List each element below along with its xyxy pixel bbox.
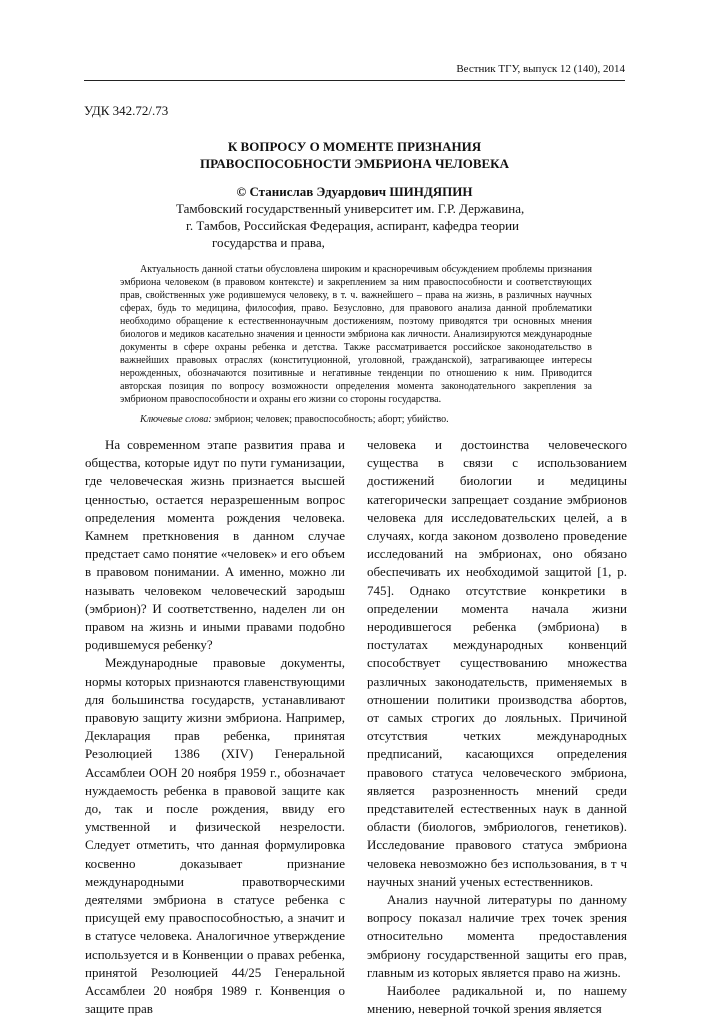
body-paragraph: человека и достоинства человеческого существа в связи с использованием достижений биологии и медицины категорически запрещает создание эмбрионов человека для исследовательских целей, а в случаях, когда законом дозволено проведение исследований на эмбрионах, оно обязано обеспечивать их необходимой защитой [1, р. 745]. Однако отсутствие конкретики в определении момента начала жизни неродившегося ребенка (эмбриона) в постулатах международных конвенций способствует существованию множества различных законодательств, применяемых в отношении политики производства абортов, от самых строгих до лояльных. Причиной отсутствия четких международных предписаний, касающихся определения правового статуса человеческого эмбриона, является разрозненность мнений среди представителей естественных наук в данной области (биологов, эмбриологов, генетиков). Исследование правового статуса эмбриона человека невозможно без использования, в т ч научных знаний ученых естественников.: [367, 437, 627, 889]
keywords: [120, 413, 592, 426]
header-rule: [84, 80, 625, 81]
affiliation-line-3: государства и права,: [212, 235, 325, 250]
affiliation-line-1: Тамбовский государственный университет им. Г.Р. Державина,: [176, 201, 525, 216]
body-column-right: [367, 436, 627, 1019]
author-affiliation: [176, 200, 536, 251]
author-block: [84, 183, 625, 251]
body-column-left: [85, 436, 345, 1019]
article-title: [84, 138, 625, 172]
keywords-label: Ключевые слова:: [140, 414, 212, 425]
title-line-2: ПРАВОСПОСОБНОСТИ ЭМБРИОНА ЧЕЛОВЕКА: [200, 156, 509, 171]
running-head: Вестник ТГУ, выпуск 12 (140), 2014: [456, 63, 625, 75]
udk-code: УДК 342.72/.73: [84, 103, 169, 118]
body-paragraph: Анализ научной литературы по данному вопросу показал наличие трех точек зрения относительно момента предоставления эмбриону государственной защиты его прав, главным из которых является право на жизнь.: [367, 892, 627, 980]
author-name: © Станислав Эдуардович ШИНДЯПИН: [236, 184, 473, 199]
body-paragraph: На современном этапе развития права и общества, которые идут по пути гуманизации, где человеческая жизнь признается высшей ценностью, остается неразрешенным вопрос определения момента рождения человека. Камнем преткновения в данном случае предстает само понятие «человек» и его объем в правовом понимании. А именно, можно ли называть человеком человеческий зародыш (эмбрион)? И соответственно, наделен ли он правом на жизнь и иными правами подобно родившемуся ребенку?: [85, 437, 345, 653]
affiliation-line-2: г. Тамбов, Российская Федерация, аспирант, кафедра теории: [186, 218, 520, 233]
keywords-list: эмбрион; человек; правоспособность; аборт; убийство.: [211, 414, 449, 425]
body-paragraph: Международные правовые документы, нормы которых признаются главенствующими для большинства государств, устанавливают правовую защиту жизни эмбриона. Например, Декларация прав ребенка, принятая Резолюцией 1386 (XIV) Генеральной Ассамблеи ООН 20 ноября 1959 г., обозначает нуждаемость ребенка в правовой защите как до, так и после рождения, ввиду его умственной и физической незрелости. Следует отметить, что данная формулировка косвенно доказывает признание международными правотворческими деятелями эмбриона в статусе ребенка с присущей ему правоспособностью, а значит и в статусе человека. Аналогичное утверждение используется и в Конвенции о правах ребенка, принятой Резолюцией 44/25 Генеральной Ассамблеи 20 ноября 1989 г. Конвенция о защите прав: [85, 655, 345, 1017]
abstract: Актуальность данной статьи обусловлена широким и красноречивым обсуждением проблемы признания эмбриона человеком (в правовом контексте) и закреплением за ним правоспособности и соответствующих прав, свойственных уже родившемуся человеку, в т. ч. важнейшего – права на жизнь, в различных научных сферах, будь то медицина, философия, право. Безусловно, для правового анализа данной проблематики необходимо обращение к естественнонаучным достижениям, поэтому приводятся три основных мнения биологов и медиков касательно значения и ценности эмбриона как личности. Анализируются международные документы в сфере охраны ребенка и детства. Также рассматривается российское законодательство в важнейших правовых отраслях (конституционной, уголовной, гражданской), затрагивающее интересы нерожденных, обозначаются позитивные и негативные тенденции по отношению к ним. Приводится авторская позиция по вопросу возможности определения момента законодательного закрепления за эмбрионом правоспособности и охраны его жизни со стороны государства.: [120, 264, 592, 405]
title-line-1: К ВОПРОСУ О МОМЕНТЕ ПРИЗНАНИЯ: [227, 139, 482, 154]
body-paragraph: Наиболее радикальной и, по нашему мнению, неверной точкой зрения является: [367, 983, 627, 1017]
